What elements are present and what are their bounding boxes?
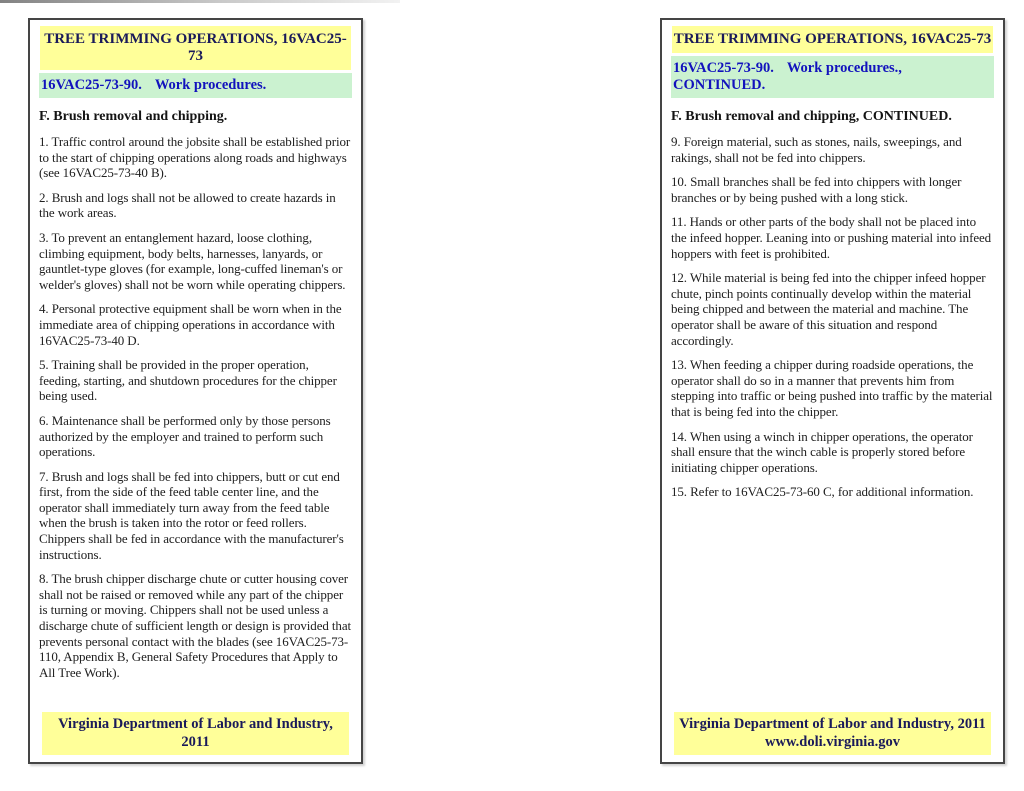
panel-footer bbox=[42, 712, 349, 755]
paragraph-2: 2. Brush and logs shall not be allowed to create hazards in the work areas. bbox=[39, 189, 336, 221]
paragraph-5: 5. Training shall be provided in the proper operation, feeding, starting, and shutdown procedures for the chipper being used. bbox=[39, 357, 337, 404]
section-number: 16VAC25-73-90. bbox=[41, 77, 142, 93]
scan-artifact bbox=[0, 0, 400, 3]
paragraph-8: 8. The brush chipper discharge chute or cutter housing cover shall not be raised or removed while any part of the chipper is turning or moving. Chippers shall not be used unless a discharge chute of sufficient length or design is provided that prevents personal contact with the blades (see 16VAC25-73-110, Appendix B, General Safety Procedures that Apply to All Tree Work). bbox=[39, 571, 352, 680]
paragraph-6: 6. Maintenance shall be performed only by those persons authorized by the employer and trained to perform such operations. bbox=[39, 412, 331, 460]
blank-space bbox=[39, 680, 352, 705]
section-label: Work procedures. bbox=[154, 77, 267, 93]
section-heading: F. Brush removal and chipping, CONTINUED. bbox=[671, 109, 952, 124]
footer-url: www.doli.virginia.gov bbox=[765, 733, 900, 750]
paragraph-12: 12. While material is being fed into the chipper infeed hopper chute, pinch points continually develop within the material being chipped and between the material and machine. The operator shall be aware of this situation and respond accordingly. bbox=[671, 270, 986, 348]
paragraph-7: 7. Brush and logs shall be fed into chippers, butt or cut end first, from the side of the feed table center line, and the operator shall immediately turn away from the feed table when the brush is taken into the rotor or feed rollers. Chippers shall be fed in accordance with the manufacturer's instructions. bbox=[39, 468, 344, 562]
paragraph-1: 1. Traffic control around the jobsite shall be established prior to the start of chipping operations along roads and highways (see 16VAC25-73-40 B). bbox=[39, 134, 351, 181]
footer-line: Virginia Department of Labor and Industry, 2011 bbox=[679, 715, 986, 732]
brochure-panel-right bbox=[660, 18, 1005, 764]
section-bar bbox=[39, 73, 352, 98]
section-number: 16VAC25-73-90. bbox=[673, 60, 774, 76]
section-bar bbox=[671, 56, 994, 98]
paragraph-9: 9. Foreign material, such as stones, nails, sweepings, and rakings, shall not be fed into chippers. bbox=[671, 134, 962, 165]
paragraph-15: 15. Refer to 16VAC25-73-60 C, for additional information. bbox=[671, 484, 974, 500]
panel-title-bar: TREE TRIMMING OPERATIONS, 16VAC25-73 bbox=[672, 26, 993, 53]
section-label: Work procedures., CONTINUED. bbox=[673, 60, 902, 93]
paragraph-10: 10. Small branches shall be fed into chippers with longer branches or by being pushed with a long stick. bbox=[671, 174, 962, 205]
panel-title-bar: TREE TRIMMING OPERATIONS, 16VAC25-73 bbox=[40, 26, 351, 70]
panel-footer bbox=[674, 712, 991, 755]
blank-space bbox=[671, 500, 994, 706]
footer-line: Virginia Department of Labor and Industry, 2011 bbox=[58, 715, 333, 750]
section-heading: F. Brush removal and chipping. bbox=[39, 109, 228, 124]
paragraph-4: 4. Personal protective equipment shall be worn when in the immediate area of chipping operations in accordance with 16VAC25-73-40 D. bbox=[39, 301, 342, 348]
paragraph-11: 11. Hands or other parts of the body shall not be placed into the infeed hopper. Leaning into or pushing material into infeed hoppers with feet is prohibited. bbox=[671, 214, 992, 261]
paragraph-13: 13. When feeding a chipper during roadside operations, the operator shall do so in a manner that prevents him from stepping into traffic or being pushed into traffic by the material that is being fed into the chipper. bbox=[671, 357, 993, 419]
brochure-panel-left bbox=[28, 18, 363, 764]
paragraph-3: 3. To prevent an entanglement hazard, loose clothing, climbing equipment, body belts, harnesses, lanyards, or gauntlet-type gloves (for example, long-cuffed lineman's or welder's gloves) shall not be worn while operating chippers. bbox=[39, 229, 346, 292]
paragraph-14: 14. When using a winch in chipper operations, the operator shall ensure that the winch cable is properly stored before initiating chipper operations. bbox=[671, 428, 973, 475]
